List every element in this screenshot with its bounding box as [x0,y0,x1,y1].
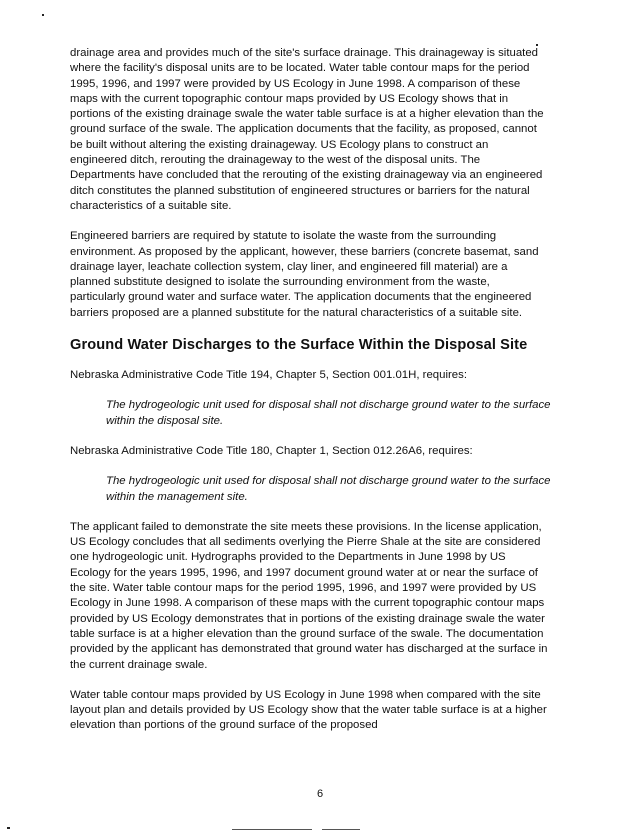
document-body [70,46,551,749]
scan-edge-line [232,829,312,830]
page-number: 6 [316,788,324,800]
regulation-quote: The hydrogeologic unit used for disposal shall not discharge ground water to the surface within the management site. [106,475,551,503]
regulation-citation: Nebraska Administrative Code Title 194, Chapter 5, Section 001.01H, requires: [70,369,467,382]
regulation-quote: The hydrogeologic unit used for disposal shall not discharge ground water to the surface within the disposal site. [106,399,551,427]
scan-speck [7,827,10,829]
regulation-citation: Nebraska Administrative Code Title 180, Chapter 1, Section 012.26A6, requires: [70,444,473,457]
section-heading: Ground Water Discharges to the Surface Within the Disposal Site [70,337,528,354]
body-paragraph: Engineered barriers are required by statute to isolate the waste from the surrounding environment. As proposed by the applicant, however, these barriers (concrete basemat, sand drainage layer, leachate collection system, clay liner, and engineered fill material) are a planned substitute designed to isolate the surrounding environment from the waste, particularly ground water and surface water. The application documents that the engineered barriers proposed are a planned substitute for the natural characteristics of a suitable site. [70,230,539,319]
body-paragraph: drainage area and provides much of the site's surface drainage. This drainageway is situated where the facility's disposal units are to be located. Water table contour maps for the period 1995, 1996, and 1997 were provided by US Ecology in June 1998. A comparison of these maps with the current topographic contour maps provided by US Ecology shows that in portions of the existing drainage swale the water table surface is at a higher elevation than the ground surface of the swale. The application documents that the facility, as proposed, cannot be built without altering the existing drainageway. US Ecology plans to construct an engineered ditch, rerouting the drainageway to the west of the disposal units. The Departments have concluded that the rerouting of the existing drainageway via an engineered ditch constitutes the planned substitution of engineered structures or barriers for the natural characteristics of a suitable site. [70,47,544,212]
scan-speck [42,14,44,16]
body-paragraph: The applicant failed to demonstrate the site meets these provisions. In the license application, US Ecology concludes that all sediments overlying the Pierre Shale at the site are considered one hydrogeologic unit. Hydrographs provided to the Departments in June 1998 by US Ecology for the years 1995, 1996, and 1997 document ground water at or near the surface of the site. Water table contour maps for the period 1995, 1996, and 1997 were provided by US Ecology in June 1998. A comparison of these maps with the current topographic contour maps provided by US Ecology demonstrates that in portions of the existing drainage swale the water table surface is at a higher elevation than the ground surface of the swale. The documentation provided by the applicant has demonstrated that ground water has discharged at the surface in the current drainage swale. [70,520,548,671]
body-paragraph: Water table contour maps provided by US Ecology in June 1998 when compared with the site layout plan and details provided by US Ecology show that the water table surface is at a higher elevation than portions of the ground surface of the proposed [70,688,547,732]
scan-edge-line [322,829,360,830]
